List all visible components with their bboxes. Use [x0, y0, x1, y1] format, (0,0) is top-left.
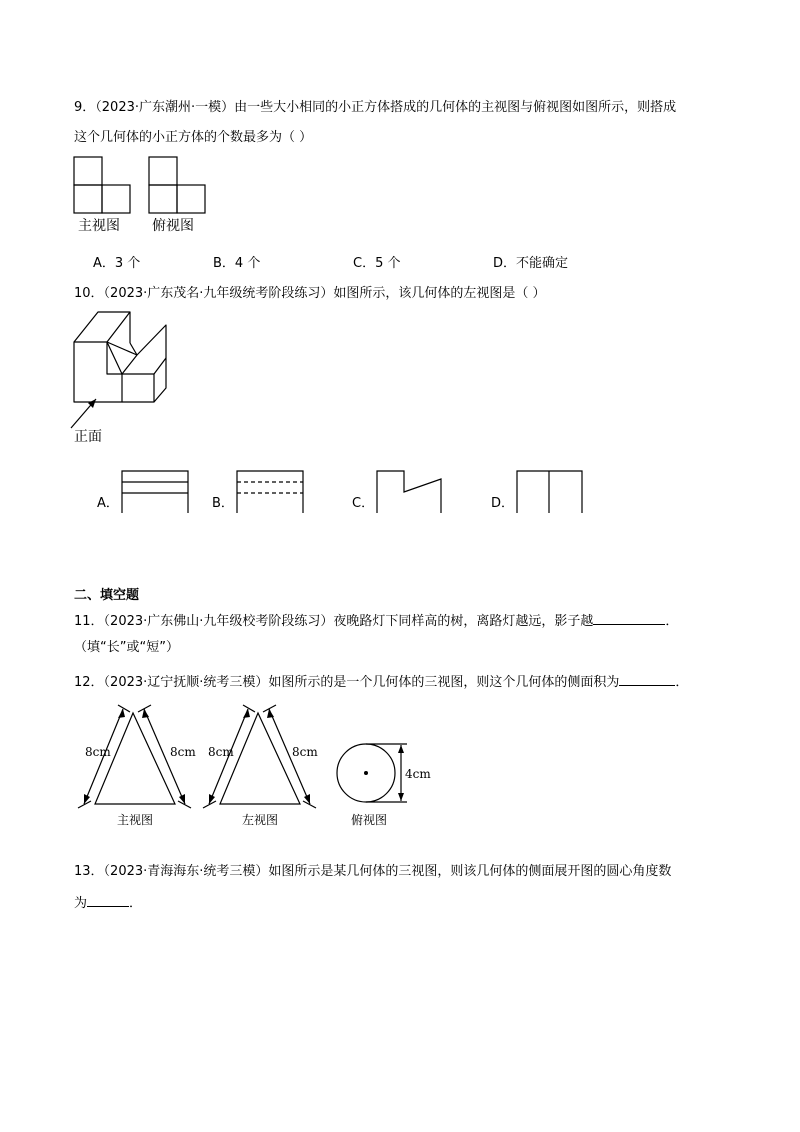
option-text: 4 个: [234, 256, 261, 271]
section-fill-in-title: 二、填空题: [74, 588, 140, 603]
q10-stem: 10．（2023·广东茂名·九年级统考阶段练习）如图所示，该几何体的左视图是（ ）: [74, 286, 546, 301]
option-text: 3 个: [114, 256, 141, 271]
q9-top-view-label: 俯视图: [152, 218, 194, 234]
q11-stem-line2: （填“长”或“短”）: [74, 640, 179, 655]
q12-period: ．: [675, 675, 689, 690]
option-key: A．: [93, 256, 115, 271]
q11-period: ．: [665, 614, 679, 629]
q9-stem-line2: 这个几何体的小正方体的个数最多为（ ）: [74, 130, 313, 145]
q12-front-right-dim: 8cm: [170, 745, 196, 759]
q13-stem-line2: [74, 892, 142, 914]
option-text: 5 个: [375, 256, 401, 271]
q13-answer-blank[interactable]: [87, 892, 129, 907]
q12-front-left-dim: 8cm: [85, 745, 111, 759]
q12-side-view-label: 左视图: [242, 813, 279, 827]
q12-side-right-dim: 8cm: [292, 745, 318, 759]
q10-front-label: 正面: [74, 429, 102, 445]
q9-front-view-label: 主视图: [78, 218, 120, 234]
q10-option-c[interactable]: C．: [352, 496, 375, 511]
q12-top-view-label: 俯视图: [351, 813, 388, 827]
q13-stem-line1: 13．（2023·青海海东·统考三模）如图所示是某几何体的三视图，则该几何体的侧面展开图的圆心角度数: [74, 864, 672, 879]
q13-prefix: 为: [74, 896, 88, 911]
option-text: 不能确定: [516, 256, 569, 271]
q12-diameter-dim: 4cm: [405, 767, 431, 781]
q13-period: ．: [129, 896, 143, 911]
q12-stem-text: 12．（2023·辽宁抚顺·统考三模）如图所示的是一个几何体的三视图，则这个几何体的侧面积为: [74, 675, 620, 690]
q12-front-view-label: 主视图: [117, 813, 154, 827]
q10-option-d[interactable]: D．: [491, 496, 515, 511]
q9-stem-line1: 9．（2023·广东潮州·一模）由一些大小相同的小正方体搭成的几何体的主视图与俯视图如图所示，则搭成: [74, 100, 677, 115]
option-key: D．: [493, 256, 517, 271]
option-key: C．: [353, 256, 376, 271]
option-key: B．: [213, 256, 235, 271]
q10-option-a[interactable]: A．: [97, 496, 119, 511]
q10-option-b[interactable]: B．: [212, 496, 234, 511]
q12-top-view: [337, 744, 407, 802]
q12-side-left-dim: 8cm: [208, 745, 234, 759]
q11-stem-text: 11．（2023·广东佛山·九年级校考阶段练习）夜晚路灯下同样高的树，离路灯越远，影子越: [74, 614, 594, 629]
